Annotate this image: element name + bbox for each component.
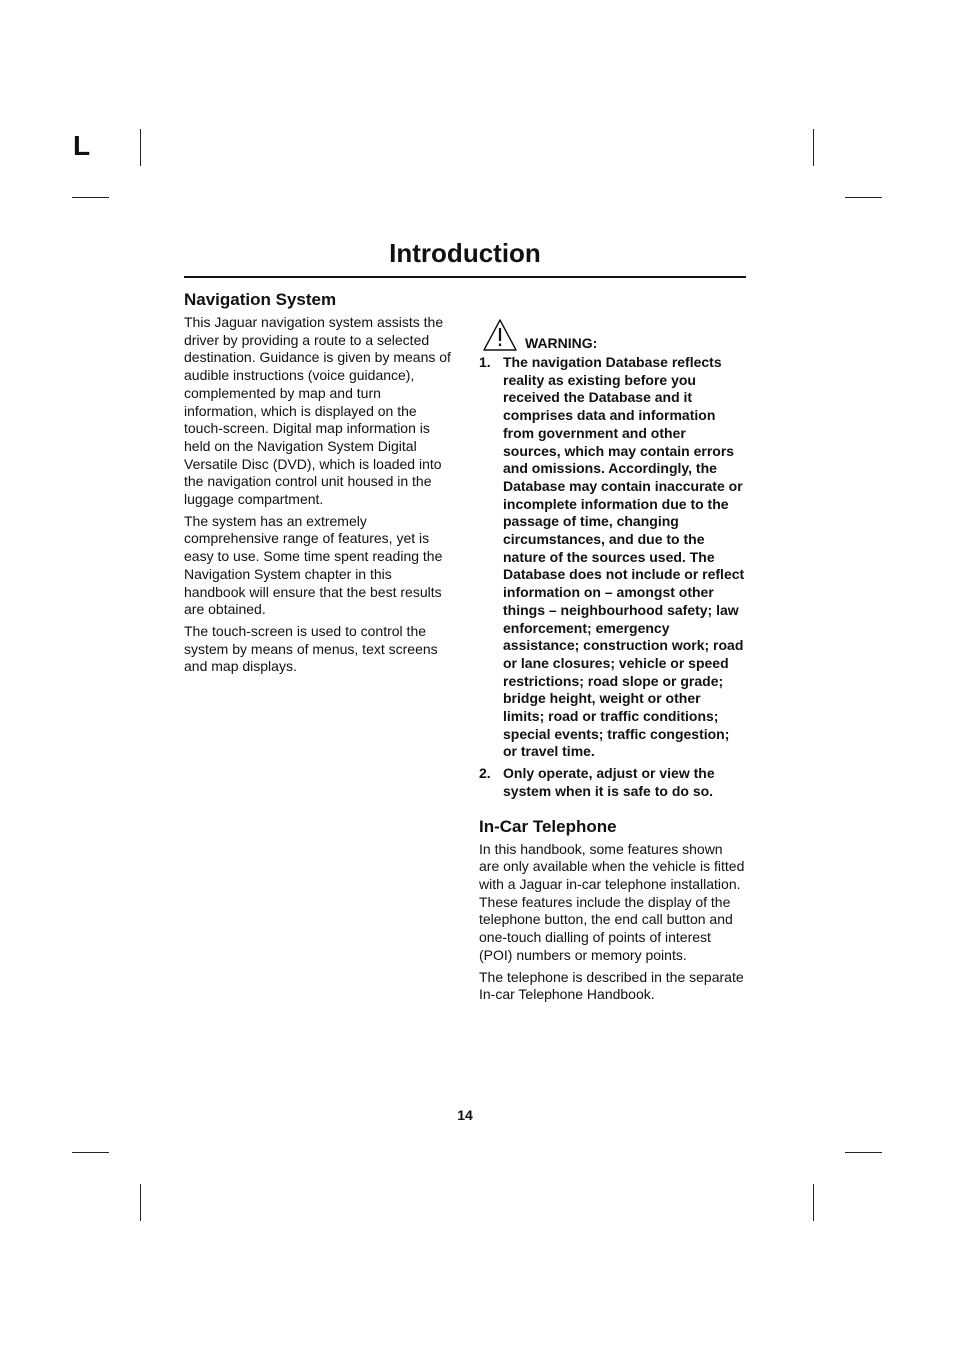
warning-item [479,354,745,761]
warning-header [479,318,745,354]
crop-mark [845,197,882,198]
telephone-section [479,816,745,1004]
warning-item-text: The navigation Database reflects reality as existing before you received the Database and it comprises data and information from government and other sources, which may contain errors and omissions. Accordingly, the Database may contain inaccurate or incomplete information due to the passage of time, changing circumstances, and due to the nature of the sources used. The Database does not include or reflect information on – amongst other things – neighbourhood safety; law enforcement; emergency assistance; construction work; road or lane closures; vehicle or speed restrictions; road slope or grade; bridge height, weight or other limits; road or traffic conditions; special events; traffic congestion; or travel time. [503,354,745,760]
crop-mark [140,1184,141,1221]
navigation-paragraph: This Jaguar navigation system assists the driver by providing a route to a selected destination. Guidance is given by means of audible instructions (voice guidance), complemented by map and turn information, which is displayed on the touch-screen. Digital map information is held on the Navigation System Digital Versatile Disc (DVD), which is loaded into the navigation control unit housed in the luggage compartment. [184,314,451,508]
warning-list [479,354,745,801]
crop-mark [813,129,814,166]
crop-mark [72,1152,109,1153]
crop-mark [72,197,109,198]
crop-mark [845,1152,882,1153]
right-column [479,318,745,1008]
left-column [184,289,452,680]
page-title: Introduction [389,238,541,268]
warning-triangle-icon [482,318,518,352]
crop-mark [813,1184,814,1221]
warning-label: WARNING: [525,335,598,351]
warning-item-number: 1. [479,354,491,370]
telephone-heading: In-Car Telephone [479,816,617,836]
navigation-paragraph: The touch-screen is used to control the system by means of menus, text screens and map displays. [184,622,438,675]
warning-item [479,765,745,800]
telephone-paragraph: The telephone is described in the separate In-car Telephone Handbook. [479,968,744,1003]
page-number: 14 [457,1107,473,1123]
navigation-heading: Navigation System [184,290,337,309]
warning-item-number: 2. [479,765,491,782]
warning-item-text: Only operate, adjust or view the system when it is safe to do so. [503,765,715,799]
navigation-paragraph: The system has an extremely comprehensive range of features, yet is easy to use. Some time spent reading the Navigation System chapter in this handbook will ensure that the best results are obtained. [184,512,443,618]
title-rule [184,276,746,278]
telephone-paragraph: In this handbook, some features shown are only available when the vehicle is fitted with a Jaguar in-car telephone installation. These features include the display of the telephone button, the end call button and one-touch dialling of points of interest (POI) numbers or memory points. [479,840,745,963]
crop-mark [140,129,141,166]
corner-letter: L [73,130,91,161]
